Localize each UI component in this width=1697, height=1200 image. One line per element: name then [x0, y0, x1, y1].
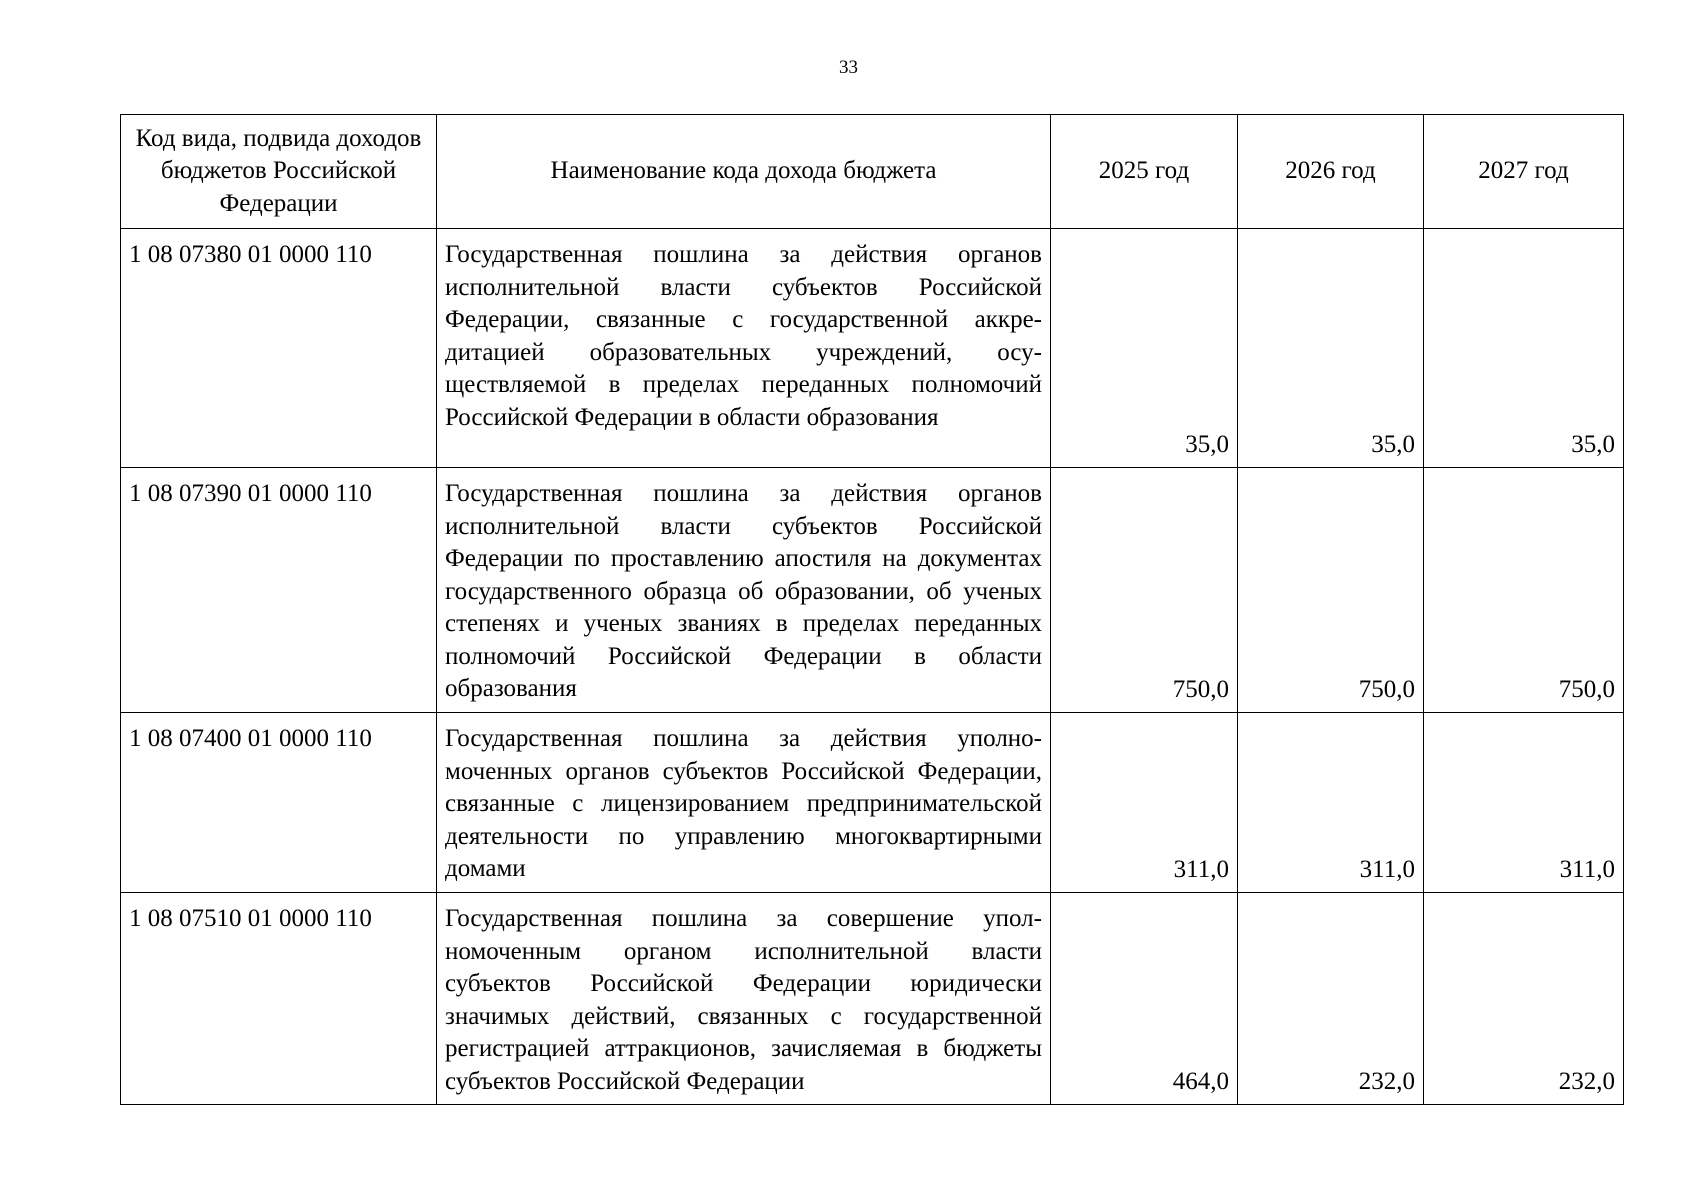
table-row [121, 893, 1624, 1105]
revenue-code: 1 08 07390 01 0000 110 [121, 468, 437, 713]
revenue-name: Государственная пошлина за совершение уполномоченным органом исполнительной власти субъектов Российской Федерации юридически значимых действий, связанных с государственной регистрацией аттракционов, зачисляемая в бюджеты субъектов Российской Федерации [437, 893, 1051, 1105]
table-row [121, 713, 1624, 893]
value-2025: 311,0 [1051, 713, 1238, 893]
value-2026: 750,0 [1238, 468, 1424, 713]
value-2026: 35,0 [1238, 229, 1424, 468]
value-2027: 35,0 [1424, 229, 1624, 468]
header-name: Наименование кода дохода бюджета [437, 115, 1051, 229]
table-row [121, 229, 1624, 468]
revenue-code: 1 08 07510 01 0000 110 [121, 893, 437, 1105]
value-2027: 311,0 [1424, 713, 1624, 893]
budget-revenue-table [120, 114, 1624, 1105]
value-2026: 311,0 [1238, 713, 1424, 893]
header-2027: 2027 год [1424, 115, 1624, 229]
table-body [121, 229, 1624, 1105]
revenue-name: Государственная пошлина за действия органов исполнительной власти субъектов Российской Федерации, связанные с государственной аккредитацией образовательных учреждений, осуществляемой в пределах переданных полномочий Российской Федерации в области образования [437, 229, 1051, 468]
revenue-name: Государственная пошлина за действия уполномоченных органов субъектов Российской Федерации, связанные с лицензированием предпринимательской деятельности по управлению многоквартирными домами [437, 713, 1051, 893]
header-2025: 2025 год [1051, 115, 1238, 229]
table-header [121, 115, 1624, 229]
page-number: 33 [839, 57, 858, 78]
value-2027: 232,0 [1424, 893, 1624, 1105]
header-row [121, 115, 1624, 229]
value-2026: 232,0 [1238, 893, 1424, 1105]
header-2026: 2026 год [1238, 115, 1424, 229]
revenue-code: 1 08 07400 01 0000 110 [121, 713, 437, 893]
revenue-name: Государственная пошлина за действия органов исполнительной власти субъектов Российской Федерации по проставлению апостиля на документах государственного образца об образовании, об ученых степенях и ученых званиях в пределах переданных полномочий Российской Федерации в области образования [437, 468, 1051, 713]
value-2025: 35,0 [1051, 229, 1238, 468]
header-code: Код вида, подвида доходов бюджетов Российской Федерации [121, 115, 437, 229]
value-2027: 750,0 [1424, 468, 1624, 713]
table-row [121, 468, 1624, 713]
value-2025: 464,0 [1051, 893, 1238, 1105]
revenue-code: 1 08 07380 01 0000 110 [121, 229, 437, 468]
value-2025: 750,0 [1051, 468, 1238, 713]
